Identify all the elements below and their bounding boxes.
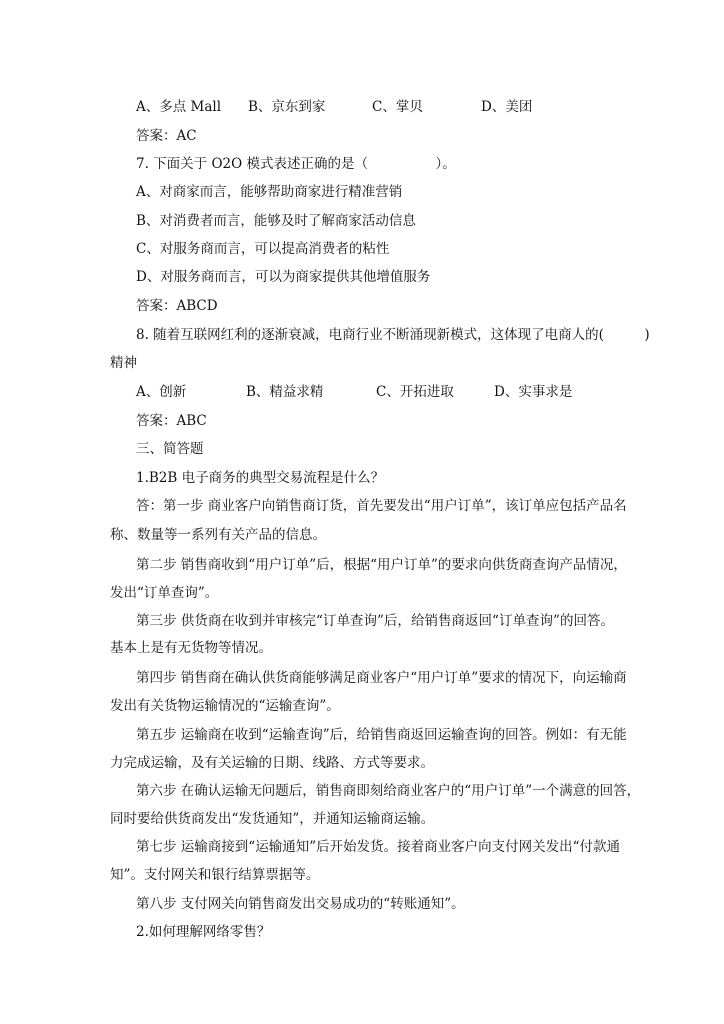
sa1-step1-line2: 称、数量等一系列有关产品的信息。	[110, 527, 326, 543]
sa1-step2-line1: 第二步 销售商收到“用户订单”后，根据“用户订单”的要求向供货商查询产品情况，	[136, 557, 627, 573]
sa1-step7-line1: 第七步 运输商接到“运输通知”后开始发货。接着商业客户向支付网关发出“付款通	[136, 839, 620, 855]
q8-options	[136, 380, 696, 400]
sa1-step3-line2: 基本上是有无货物等情况。	[110, 640, 272, 656]
section-title: 三、简答题	[136, 441, 204, 457]
q8-answer: 答案：ABC	[136, 413, 207, 429]
q6-option-c: C、掌贝	[372, 99, 423, 115]
sa2-question: 2.如何理解网络零售？	[136, 924, 271, 940]
sa1-step4-line2: 发出有关货物运输情况的“运输查询”。	[110, 698, 340, 714]
q8-option-c: C、开拓进取	[376, 384, 454, 400]
q7-option-a: A、对商家而言，能够帮助商家进行精准营销	[136, 184, 403, 200]
sa1-step1-line1: 答：第一步 商业客户向销售商订货，首先要发出“用户订单”，该订单应包括产品名	[136, 498, 627, 514]
q7-option-b: B、对消费者而言，能够及时了解商家活动信息	[136, 213, 416, 229]
q6-answer: 答案：AC	[136, 128, 197, 144]
q8-question-line1: 8. 随着互联网红利的逐渐衰减，电商行业不断涌现新模式，这体现了电商人的( )	[136, 327, 650, 343]
q7-option-d: D、对服务商而言，可以为商家提供其他增值服务	[136, 269, 431, 285]
q8-option-d: D、实事求是	[494, 384, 573, 400]
q6-option-d: D、美团	[481, 99, 533, 115]
sa1-step6-line1: 第六步 在确认运输无问题后，销售商即刻给商业客户的“用户订单”一个满意的回答，	[136, 783, 641, 799]
sa1-step6-line2: 同时要给供货商发出“发货通知”，并通知运输商运输。	[110, 811, 435, 827]
q6-option-a: A、多点 Mall	[136, 99, 222, 115]
sa1-step3-line1: 第三步 供货商在收到并审核完“订单查询”后，给销售商返回“订单查询”的回答。	[136, 613, 614, 629]
sa1-question: 1.B2B 电子商务的典型交易流程是什么？	[136, 470, 385, 486]
sa1-step8: 第八步 支付网关向销售商发出交易成功的“转账通知”。	[136, 896, 465, 912]
q8-option-a: A、创新	[136, 384, 187, 400]
sa1-step7-line2: 知”。支付网关和银行结算票据等。	[110, 867, 320, 883]
sa1-step5-line2: 力完成运输，及有关运输的日期、线路、方式等要求。	[110, 755, 434, 771]
q8-option-b: B、精益求精	[246, 384, 324, 400]
sa1-step2-line2: 发出“订单查询”。	[110, 585, 219, 601]
q7-option-c: C、对服务商而言，可以提高消费者的粘性	[136, 241, 390, 257]
q7-answer: 答案：ABCD	[136, 298, 218, 314]
sa1-step5-line1: 第五步 运输商在收到“运输查询”后，给销售商返回运输查询的回答。例如：有无能	[136, 727, 627, 743]
q7-question: 7. 下面关于 O2O 模式表述正确的是（ ）。	[136, 156, 456, 172]
q8-question-line2: 精神	[110, 355, 137, 371]
sa1-step4-line1: 第四步 销售商在确认供货商能够满足商业客户“用户订单”要求的情况下，向运输商	[136, 670, 627, 686]
q6-options	[136, 95, 696, 115]
q6-option-b: B、京东到家	[248, 99, 326, 115]
